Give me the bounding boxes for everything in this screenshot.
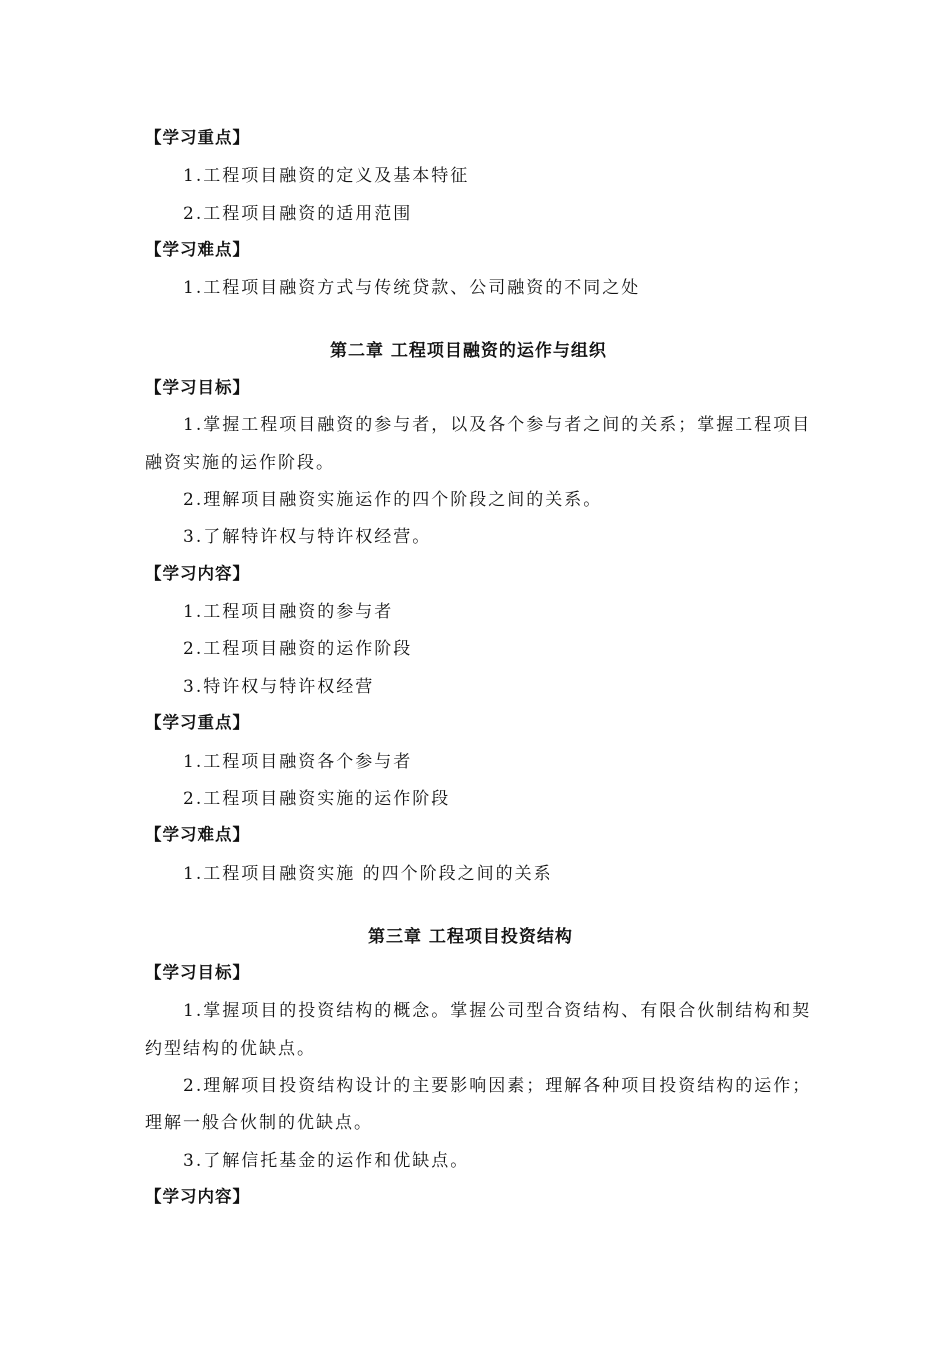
focus-heading: 【学习重点】 [145, 128, 250, 147]
goal-item: 1.掌握工程项目融资的参与者，以及各个参与者之间的关系；掌握工程项目 [183, 415, 812, 435]
difficulty-item: 1.工程项目融资实施 的四个阶段之间的关系 [183, 864, 553, 884]
goal-item-continued: 理解一般合伙制的优缺点。 [145, 1113, 373, 1133]
content-heading: 【学习内容】 [145, 1187, 250, 1206]
focus-item: 1.工程项目融资的定义及基本特征 [183, 166, 470, 186]
goal-heading: 【学习目标】 [145, 378, 250, 397]
goal-item: 2.理解项目融资实施运作的四个阶段之间的关系。 [183, 490, 603, 510]
difficulty-heading: 【学习难点】 [145, 240, 250, 259]
goal-heading: 【学习目标】 [145, 963, 250, 982]
goal-item: 3.了解特许权与特许权经营。 [183, 527, 432, 547]
goal-item-continued: 约型结构的优缺点。 [145, 1039, 316, 1059]
focus-item: 1.工程项目融资各个参与者 [183, 752, 413, 772]
content-item: 3.特许权与特许权经营 [183, 677, 375, 697]
chapter-title: 第二章 工程项目融资的运作与组织 [330, 341, 607, 361]
goal-item-continued: 融资实施的运作阶段。 [145, 453, 335, 473]
focus-heading: 【学习重点】 [145, 713, 250, 732]
goal-item: 2.理解项目投资结构设计的主要影响因素；理解各种项目投资结构的运作； [183, 1076, 812, 1096]
goal-item: 3.了解信托基金的运作和优缺点。 [183, 1151, 470, 1171]
focus-item: 2.工程项目融资的适用范围 [183, 204, 413, 224]
content-heading: 【学习内容】 [145, 564, 250, 583]
focus-item: 2.工程项目融资实施的运作阶段 [183, 789, 451, 809]
content-item: 1.工程项目融资的参与者 [183, 602, 394, 622]
chapter-title: 第三章 工程项目投资结构 [368, 927, 573, 947]
difficulty-item: 1.工程项目融资方式与传统贷款、公司融资的不同之处 [183, 278, 641, 298]
content-item: 2.工程项目融资的运作阶段 [183, 639, 413, 659]
goal-item: 1.掌握项目的投资结构的概念。掌握公司型合资结构、有限合伙制结构和契 [183, 1001, 812, 1021]
difficulty-heading: 【学习难点】 [145, 825, 250, 844]
